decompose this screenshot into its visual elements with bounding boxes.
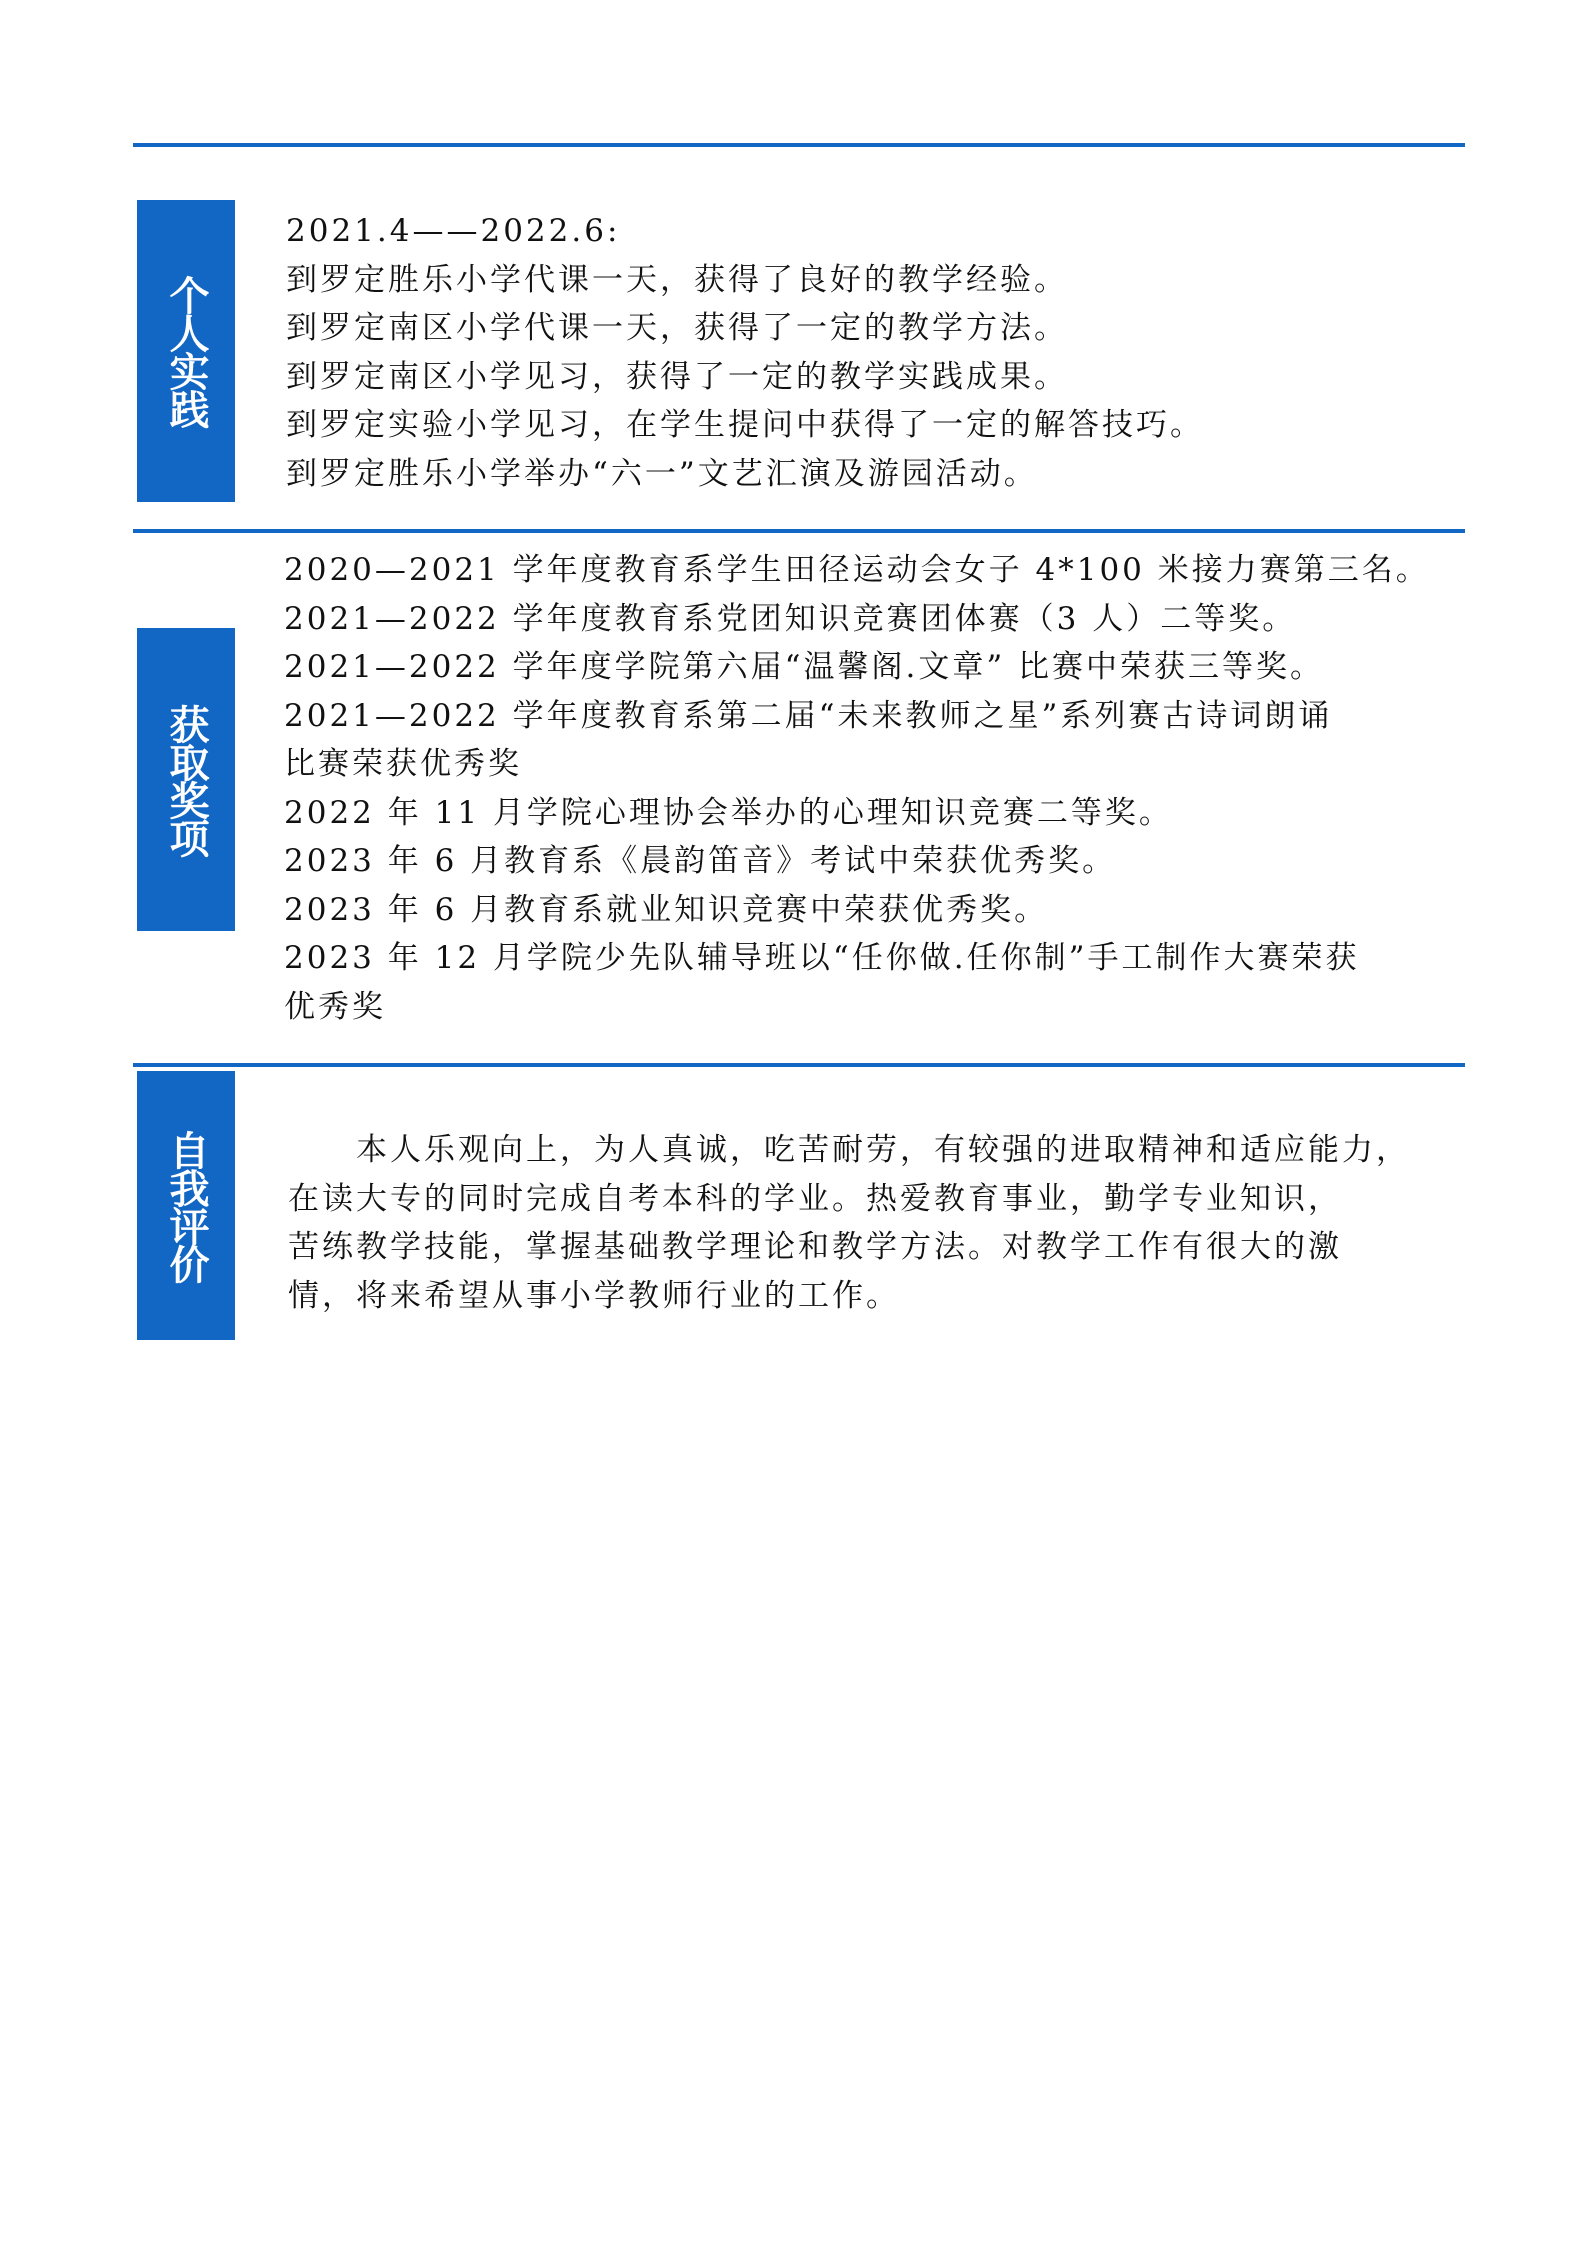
list-item: 2020—2021 学年度教育系学生田径运动会女子 4*100 米接力赛第三名。 [284,552,1430,588]
paragraph-line: 在读大专的同时完成自考本科的学业。热爱教育事业，勤学专业知识， [288,1180,1342,1217]
divider [133,1063,1465,1067]
list-item: 2021—2022 学年度教育系党团知识竞赛团体赛（3 人）二等奖。 [284,600,1297,637]
practice-list [286,207,1204,498]
section-label: 获取奖项 [137,628,235,931]
list-item: 到罗定胜乐小学举办“六一”文艺汇演及游园活动。 [286,455,1038,492]
section-label: 自我评价 [137,1071,235,1340]
paragraph-line: 情，将来希望从事小学教师行业的工作。 [288,1277,900,1314]
list-item: 2022 年 11 月学院心理协会举办的心理知识竞赛二等奖。 [284,794,1173,831]
list-item: 2023 年 6 月教育系《晨韵笛音》考试中荣获优秀奖。 [284,843,1117,879]
list-item: 到罗定南区小学见习，获得了一定的教学实践成果。 [286,358,1068,395]
self-evaluation-paragraph [288,1126,1410,1320]
list-item: 2021—2022 学年度学院第六届“温馨阁.文章” 比赛中荣获三等奖。 [284,649,1325,685]
divider [133,529,1465,533]
paragraph-line: 苦练教学技能，掌握基础教学理论和教学方法。对教学工作有很大的激 [288,1229,1342,1265]
list-item: 2021—2022 学年度教育系第二届“未来教师之星”系列赛古诗词朗诵 [284,697,1333,734]
list-item: 2021.4——2022.6: [286,213,621,249]
list-item: 优秀奖 [284,988,386,1025]
awards-list [284,546,1430,1031]
list-item: 2023 年 12 月学院少先队辅导班以“任你做.任你制”手工制作大赛荣获 [284,940,1360,976]
divider-top [133,143,1465,147]
paragraph-line: 本人乐观向上，为人真诚，吃苦耐劳，有较强的进取精神和适应能力， [288,1132,1410,1168]
list-item: 到罗定胜乐小学代课一天，获得了良好的教学经验。 [286,261,1068,298]
section-label: 个人实践 [137,200,235,502]
list-item: 2023 年 6 月教育系就业知识竞赛中荣获优秀奖。 [284,891,1049,928]
list-item: 到罗定南区小学代课一天，获得了一定的教学方法。 [286,310,1068,346]
list-item: 到罗定实验小学见习，在学生提问中获得了一定的解答技巧。 [286,407,1204,443]
list-item: 比赛荣获优秀奖 [284,746,522,782]
